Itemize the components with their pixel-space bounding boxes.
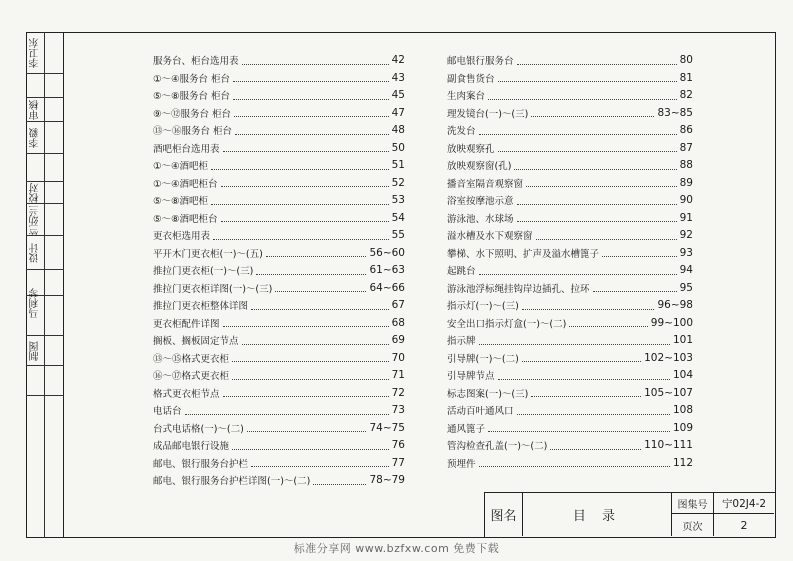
toc-entry-title: 引导牌(一)～(二) [447, 353, 519, 365]
leader-dots [522, 361, 641, 362]
toc-entry-title: ⑤～⑧服务台 柜台 [153, 91, 231, 102]
leader-dots [223, 326, 389, 327]
strip-cell [26, 366, 64, 396]
toc-entry-page: 99~100 [650, 316, 693, 329]
reviewer-name: 李卫东 [30, 38, 41, 68]
toc-entry-title: 更衣柜选用表 [153, 231, 211, 242]
toc-entry[interactable] [153, 455, 405, 471]
toc-entry[interactable] [153, 262, 405, 278]
toc-entry[interactable] [447, 122, 693, 138]
leader-dots [550, 449, 641, 450]
leader-dots [233, 99, 389, 100]
toc-entry-title: 预埋件 [447, 458, 476, 470]
toc-entry-title: ⑯～⑰格式更衣柜 [153, 371, 230, 382]
leader-dots [569, 326, 647, 327]
leader-dots [221, 186, 389, 187]
leader-dots [517, 221, 677, 222]
toc-entry-page: 87 [679, 141, 693, 154]
leader-dots [211, 169, 389, 170]
toc-entry-title: 引导牌节点 [447, 371, 495, 382]
leader-dots [479, 344, 670, 345]
toc-entry-page: 45 [391, 89, 405, 101]
atlas-number-label: 图集号 [672, 493, 714, 514]
toc-entry-title: 溢水槽及水下观察窗 [447, 231, 533, 242]
toc-entry[interactable] [153, 297, 405, 313]
toc-entry-title: ⑨～⑫服务台 柜台 [153, 108, 232, 120]
toc-entry-page: 94 [679, 264, 693, 276]
toc-entry-page: 47 [391, 106, 405, 119]
toc-entry[interactable] [447, 402, 693, 418]
leader-dots [498, 379, 670, 380]
leader-dots [514, 169, 676, 170]
leader-dots [234, 116, 389, 117]
toc-entry-page: 67 [391, 299, 405, 311]
atlas-number-value: 宁02J4-2 [714, 493, 774, 514]
toc-entry-page: 104 [672, 369, 693, 381]
leader-dots [247, 431, 367, 432]
toc-entry-page: 101 [672, 334, 693, 346]
toc-entry-page: 69 [391, 334, 405, 346]
toc-entry-page: 54 [391, 211, 405, 224]
leader-dots [602, 256, 677, 257]
toc-entry[interactable] [447, 192, 693, 208]
title-block [484, 492, 776, 538]
page-label: 页次 [672, 514, 714, 536]
toc-entry[interactable] [447, 52, 693, 68]
toc-entry[interactable] [153, 420, 405, 436]
watermark-footer: 标准分享网 www.bzfxw.com 免费下载 [293, 542, 500, 555]
proofread-role: 校对 [30, 183, 41, 203]
toc-entry[interactable] [447, 455, 693, 471]
toc-entry-title: 游泳池、水球场 [447, 213, 514, 225]
leader-dots [479, 274, 677, 275]
toc-entry-title: ①～④服务台 柜台 [153, 73, 231, 85]
design-role: 设计 [30, 243, 41, 263]
leader-dots [242, 344, 389, 345]
toc-entry[interactable] [447, 367, 693, 383]
toc-entry[interactable] [153, 87, 405, 103]
leader-dots [221, 221, 389, 222]
toc-entry[interactable] [447, 227, 693, 243]
toc-entry[interactable] [447, 350, 693, 366]
toc-entry-page: 77 [391, 456, 405, 469]
leader-dots [275, 291, 366, 292]
toc-entry[interactable] [447, 140, 693, 156]
toc-entry-page: 55 [391, 229, 405, 241]
drafter-role: 制图 [30, 341, 41, 361]
toc-entry-title: 电话台 [153, 406, 182, 417]
toc-entry[interactable] [153, 52, 405, 68]
toc-entry-page: 110~111 [644, 439, 693, 451]
toc-entry-page: 61~63 [369, 264, 405, 276]
leader-dots [185, 414, 389, 415]
toc-entry-page: 83~85 [657, 106, 693, 119]
toc-entry[interactable] [153, 157, 405, 173]
leader-dots [488, 431, 670, 432]
leader-dots [251, 309, 389, 310]
leader-dots [235, 134, 389, 135]
toc-entry[interactable] [153, 210, 405, 226]
leader-dots [211, 204, 389, 205]
toc-entry[interactable] [447, 385, 693, 401]
toc-entry-page: 96~98 [657, 299, 693, 311]
toc-entry[interactable] [153, 192, 405, 208]
proofreader-name: 李毅 [30, 128, 41, 148]
toc-entry-page: 70 [391, 351, 405, 364]
toc-entry-title: ①～④酒吧柜 [153, 161, 209, 172]
toc-entry[interactable] [153, 122, 405, 138]
toc-entry-title: 浴室按摩池示意 [447, 196, 514, 207]
toc-entry-page: 88 [679, 159, 693, 171]
leader-dots [526, 186, 677, 187]
toc-entry-page: 73 [391, 404, 405, 416]
toc-entry-page: 50 [391, 141, 405, 154]
toc-entry-page: 89 [679, 176, 693, 189]
toc-entry-page: 53 [391, 194, 405, 206]
toc-entry-title: 理发镜台(一)～(三) [447, 108, 529, 120]
leader-dots [488, 99, 677, 100]
toc-entry-title: 指示牌 [447, 336, 476, 347]
leader-dots [256, 274, 366, 275]
toc-entry-title: 洗发台 [447, 126, 476, 137]
figure-name-value: 目 录 [523, 493, 672, 536]
toc-entry[interactable] [447, 70, 693, 86]
review-role: 审核 [30, 100, 41, 120]
toc-entry[interactable] [447, 437, 693, 453]
toc-entry[interactable] [153, 105, 405, 121]
page-number-value: 2 [740, 518, 748, 532]
leader-dots [313, 484, 366, 485]
leader-dots [232, 449, 389, 450]
toc-entry-title: 安全出口指示灯盒(一)～(二) [447, 318, 567, 330]
toc-entry[interactable] [447, 87, 693, 103]
leader-dots [522, 309, 655, 310]
toc-entry[interactable] [153, 175, 405, 191]
toc-entry-title: ⑤～⑧酒吧柜 [153, 196, 209, 207]
toc-entry-page: 42 [391, 54, 405, 66]
leader-dots [233, 81, 389, 82]
toc-entry[interactable] [447, 262, 693, 278]
toc-entry[interactable] [153, 280, 405, 296]
leader-dots [213, 239, 389, 240]
toc-entry[interactable] [153, 70, 405, 86]
toc-entry[interactable] [153, 472, 405, 488]
toc-entry-title: 平开木门更衣柜(一)～(五) [153, 248, 263, 260]
toc-entry[interactable] [447, 105, 693, 121]
toc-entry-title: 推拉门更衣柜整体详图 [153, 301, 249, 312]
toc-entry-page: 86 [679, 124, 693, 136]
toc-entry-page: 93 [679, 246, 693, 259]
toc-entry-page: 71 [391, 369, 405, 381]
toc-entry-title: 成品邮电银行设施 [153, 441, 230, 452]
toc-entry-title: 服务台、柜台选用表 [153, 56, 239, 67]
toc-entry-page: 105~107 [644, 386, 693, 399]
leader-dots [232, 379, 389, 380]
toc-entry-title: 邮电、银行服务台护栏 [153, 458, 249, 470]
toc-entry-page: 51 [391, 159, 405, 171]
toc-entry-page: 108 [672, 404, 693, 416]
leader-dots [232, 361, 389, 362]
toc-entry-title: 台式电话格(一)～(二) [153, 423, 244, 435]
toc-entry-page: 90 [679, 194, 693, 206]
toc-entry[interactable] [153, 140, 405, 156]
leader-dots [498, 151, 677, 152]
toc-entry-title: ①～④酒吧柜台 [153, 178, 218, 190]
toc-entry-title: 活动百叶通风口 [447, 406, 514, 417]
toc-entry-page: 52 [391, 176, 405, 189]
toc-entry-title: 通风篦子 [447, 423, 486, 435]
toc-entry-page: 109 [672, 421, 693, 434]
leader-dots [517, 204, 677, 205]
toc-entry[interactable] [447, 210, 693, 226]
toc-entry[interactable] [153, 385, 405, 401]
toc-entry-page: 64~66 [369, 281, 405, 294]
toc-entry-page: 78~79 [369, 474, 405, 486]
toc-entry-title: 攀梯、水下照明、扩声及溢水槽篦子 [447, 248, 600, 260]
figure-name-label: 图名 [485, 493, 523, 536]
toc-entry-title: 播音室隔音观察窗 [447, 178, 524, 190]
toc-entry-page: 43 [391, 71, 405, 84]
toc-entry-title: 游泳池浮标绳挂钩岸边插孔、拉环 [447, 283, 590, 295]
toc-entry-title: 推拉门更衣柜(一)～(三) [153, 266, 254, 277]
toc-entry-page: 82 [679, 89, 693, 101]
toc-entry-title: 更衣柜配件详图 [153, 318, 220, 330]
toc-entry-title: 管沟检查孔盖(一)～(二) [447, 441, 548, 452]
toc-entry[interactable] [447, 280, 693, 296]
designer-name: 马利琴 [30, 288, 41, 318]
toc-entry-page: 91 [679, 211, 693, 224]
toc-entry-page: 81 [679, 71, 693, 84]
toc-entry[interactable] [153, 332, 405, 348]
toc-entry-page: 95 [679, 281, 693, 294]
leader-dots [517, 414, 670, 415]
toc-entry-title: 副食售货台 [447, 73, 495, 85]
toc-entry-title: 酒吧柜台选用表 [153, 143, 220, 155]
toc-entry[interactable] [447, 297, 693, 313]
toc-entry[interactable] [153, 437, 405, 453]
leader-dots [479, 466, 670, 467]
toc-entry[interactable] [153, 245, 405, 261]
leader-dots [479, 134, 677, 135]
leader-dots [517, 64, 677, 65]
toc-entry[interactable] [153, 367, 405, 383]
leader-dots [531, 396, 641, 397]
toc-entry-page: 80 [679, 54, 693, 66]
toc-entry-title: 放映观察孔 [447, 143, 495, 155]
toc-entry-title: ⑬～⑯服务台 柜台 [153, 126, 233, 137]
toc-entry-page: 74~75 [369, 421, 405, 434]
toc-entry-title: ⑤～⑧酒吧柜台 [153, 213, 218, 225]
toc-entry-page: 48 [391, 124, 405, 136]
toc-entry-page: 76 [391, 439, 405, 451]
toc-entry[interactable] [153, 402, 405, 418]
toc-entry-title: ⑬～⑮格式更衣柜 [153, 353, 230, 365]
toc-entry-page: 112 [672, 456, 693, 469]
toc-entry-page: 56~60 [369, 246, 405, 259]
toc-entry-page: 72 [391, 386, 405, 399]
leader-dots [531, 116, 654, 117]
toc-entry-page: 92 [679, 229, 693, 241]
toc-entry-page: 102~103 [644, 351, 693, 364]
toc-entry-title: 搁板、搁板固定节点 [153, 336, 239, 347]
toc-entry-title: 格式更衣柜节点 [153, 388, 220, 400]
toc-entry-title: 推拉门更衣柜详图(一)～(三) [153, 283, 273, 295]
leader-dots [223, 151, 389, 152]
toc-entry[interactable] [447, 332, 693, 348]
strip-cell [26, 154, 64, 182]
leader-dots [266, 256, 367, 257]
toc-entry[interactable] [153, 227, 405, 243]
toc-entry-title: 指示灯(一)～(三) [447, 301, 519, 312]
toc-entry[interactable] [153, 315, 405, 331]
leader-dots [242, 64, 389, 65]
strip-cell [26, 74, 64, 98]
toc-entry-title: 邮电银行服务台 [447, 56, 514, 67]
toc-entry-page: 68 [391, 316, 405, 329]
toc-entry[interactable] [447, 420, 693, 436]
checker-name: 竺幼兰 [30, 205, 41, 235]
toc-entry-title: 起跳台 [447, 266, 476, 277]
leader-dots [536, 239, 677, 240]
toc-entry-title: 邮电、银行服务台护栏详图(一)～(二) [153, 476, 311, 487]
toc-entry-title: 生肉案台 [447, 91, 486, 102]
leader-dots [223, 396, 389, 397]
toc-entry[interactable] [447, 175, 693, 191]
leader-dots [251, 466, 389, 467]
toc-entry[interactable] [447, 157, 693, 173]
leader-dots [593, 291, 677, 292]
leader-dots [498, 81, 677, 82]
toc-entry[interactable] [447, 245, 693, 261]
toc-entry-title: 标志图案(一)～(三) [447, 388, 529, 400]
toc-entry[interactable] [447, 315, 693, 331]
toc-entry[interactable] [153, 350, 405, 366]
toc-entry-title: 放映观察窗(孔) [447, 161, 512, 172]
